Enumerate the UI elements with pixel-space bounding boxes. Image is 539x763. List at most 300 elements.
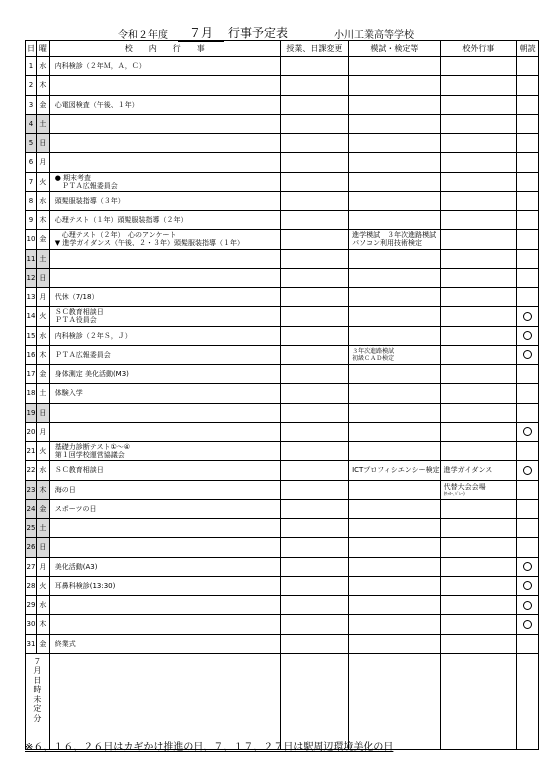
mock-exam-cell: [349, 114, 441, 133]
events-cell: [49, 634, 280, 653]
schedule-row: [26, 134, 539, 153]
events-line: 心理テスト（１年）頭髪服装指導（２年）: [54, 216, 188, 225]
day-cell: 21: [26, 442, 37, 461]
month-label: ７月: [178, 24, 224, 42]
reading-cell: [517, 249, 539, 268]
weekday-cell: 木: [36, 76, 49, 95]
schedule-row: [26, 76, 539, 95]
weekday-cell: 金: [36, 365, 49, 384]
events-line: 内科検診（２年Ｍ，Ａ，Ｃ）: [54, 62, 146, 71]
undetermined-char: ７: [33, 656, 42, 666]
external-cell: [440, 442, 517, 461]
events-line: ● 期末考査: [54, 173, 92, 182]
events-cell: [49, 538, 280, 557]
schedule-row: [26, 596, 539, 615]
class-change-cell: [280, 422, 348, 441]
weekday-cell: 金: [36, 634, 49, 653]
mock-exam-cell: [349, 345, 441, 364]
external-cell: [440, 230, 517, 249]
day-cell: 3: [26, 95, 37, 114]
day-cell: 25: [26, 519, 37, 538]
mock-exam-cell: [349, 499, 441, 518]
day-cell: 19: [26, 403, 37, 422]
undetermined-mock: [349, 653, 441, 749]
events-cell: [49, 557, 280, 576]
events-line: ＳＣ教育相談日: [54, 308, 104, 317]
day-cell: 2: [26, 76, 37, 95]
weekday-cell: 火: [36, 576, 49, 595]
external-cell: [440, 480, 517, 499]
col-class-change: 授業、日課変更: [280, 41, 348, 57]
day-cell: 7: [26, 172, 37, 191]
day-cell: 28: [26, 576, 37, 595]
reading-cell: [517, 307, 539, 326]
schedule-row: [26, 230, 539, 249]
weekday-cell: 月: [36, 422, 49, 441]
events-cell: [49, 57, 280, 76]
col-mock-exam: 模試・検定等: [349, 41, 441, 57]
undetermined-label: [26, 653, 50, 749]
events-line: ▼ 進学ガイダンス（午後、２・３年）頭髪服装指導（１年）: [54, 239, 244, 248]
mock-exam-cell: [349, 307, 441, 326]
events-cell: [49, 153, 280, 172]
class-change-cell: [280, 268, 348, 287]
weekday-cell: 金: [36, 499, 49, 518]
weekday-cell: 木: [36, 211, 49, 230]
circle-mark-icon: [523, 562, 532, 571]
events-line: 代休（7/18）: [54, 293, 99, 302]
external-cell: [440, 596, 517, 615]
col-reading: 朝読: [517, 41, 539, 57]
undetermined-char: 時: [33, 685, 42, 695]
reading-cell: [517, 576, 539, 595]
day-cell: 4: [26, 114, 37, 133]
reading-cell: [517, 288, 539, 307]
undetermined-char: 日: [33, 675, 42, 685]
reading-cell: [517, 114, 539, 133]
events-cell: [49, 76, 280, 95]
weekday-cell: 土: [36, 384, 49, 403]
schedule-row: [26, 480, 539, 499]
events-line: 身体測定 美化活動(M3): [54, 370, 129, 379]
undetermined-char: 月: [33, 666, 42, 676]
mock-exam-cell: [349, 57, 441, 76]
events-line: 第１回学校運営協議会: [54, 451, 125, 460]
events-cell: [49, 211, 280, 230]
reading-cell: [517, 538, 539, 557]
external-cell: [440, 615, 517, 634]
mock-exam-cell: [349, 615, 441, 634]
schedule-row: [26, 384, 539, 403]
mock-exam-cell: [349, 95, 441, 114]
external-cell: [440, 191, 517, 210]
reading-cell: [517, 384, 539, 403]
weekday-cell: 木: [36, 480, 49, 499]
reading-cell: [517, 153, 539, 172]
mock-exam-cell: [349, 422, 441, 441]
class-change-cell: [280, 576, 348, 595]
undetermined-external: [440, 653, 517, 749]
class-change-cell: [280, 191, 348, 210]
reading-cell: [517, 95, 539, 114]
weekday-cell: 土: [36, 519, 49, 538]
class-change-cell: [280, 95, 348, 114]
undetermined-events: [49, 653, 280, 749]
events-cell: [49, 249, 280, 268]
reading-cell: [517, 596, 539, 615]
weekday-cell: 土: [36, 249, 49, 268]
mock-exam-cell: [349, 596, 441, 615]
fiscal-year: 令和２年度: [118, 30, 168, 41]
class-change-cell: [280, 345, 348, 364]
events-line: 美化活動(A3): [54, 562, 98, 571]
day-cell: 31: [26, 634, 37, 653]
schedule-row: [26, 249, 539, 268]
schedule-row: [26, 615, 539, 634]
weekday-cell: 金: [36, 95, 49, 114]
external-cell: [440, 461, 517, 480]
external-cell: [440, 634, 517, 653]
circle-mark-icon: [523, 466, 532, 475]
events-line: 耳鼻科検診(13:30): [54, 581, 116, 590]
undetermined-reading: [517, 653, 539, 749]
events-cell: [49, 288, 280, 307]
reading-cell: [517, 634, 539, 653]
weekday-cell: 水: [36, 326, 49, 345]
external-cell: [440, 153, 517, 172]
schedule-row: [26, 576, 539, 595]
external-cell: [440, 211, 517, 230]
day-cell: 17: [26, 365, 37, 384]
events-cell: [49, 134, 280, 153]
weekday-cell: 日: [36, 268, 49, 287]
class-change-cell: [280, 153, 348, 172]
day-cell: 27: [26, 557, 37, 576]
mock-exam-cell: [349, 634, 441, 653]
schedule-row: [26, 634, 539, 653]
weekday-cell: 日: [36, 403, 49, 422]
schedule-row: [26, 326, 539, 345]
reading-cell: [517, 557, 539, 576]
events-line: 頭髪服装指導（３年）: [54, 196, 125, 205]
mock-exam-cell: [349, 134, 441, 153]
day-cell: 8: [26, 191, 37, 210]
reading-cell: [517, 268, 539, 287]
class-change-cell: [280, 615, 348, 634]
external-cell: [440, 519, 517, 538]
class-change-cell: [280, 499, 348, 518]
mock-exam-cell: [349, 191, 441, 210]
weekday-cell: 木: [36, 615, 49, 634]
schedule-row: [26, 211, 539, 230]
external-cell: [440, 268, 517, 287]
class-change-cell: [280, 384, 348, 403]
weekday-cell: 水: [36, 57, 49, 76]
reading-cell: [517, 519, 539, 538]
undetermined-class-change: [280, 653, 348, 749]
day-cell: 14: [26, 307, 37, 326]
events-line: 心電図検査（午後、１年）: [54, 100, 139, 109]
col-external: 校外行事: [440, 41, 517, 57]
undetermined-char: 分: [33, 713, 42, 723]
events-cell: [49, 461, 280, 480]
undetermined-row: [26, 653, 539, 749]
reading-cell: [517, 461, 539, 480]
external-cell: [440, 345, 517, 364]
events-cell: [49, 345, 280, 364]
class-change-cell: [280, 307, 348, 326]
mock-exam-cell: [349, 153, 441, 172]
events-cell: [49, 596, 280, 615]
day-cell: 24: [26, 499, 37, 518]
events-line: スポーツの日: [54, 504, 97, 513]
weekday-cell: 火: [36, 172, 49, 191]
day-cell: 29: [26, 596, 37, 615]
events-cell: [49, 615, 280, 634]
day-cell: 9: [26, 211, 37, 230]
external-cell: [440, 57, 517, 76]
mock-exam-cell: [349, 230, 441, 249]
events-cell: [49, 403, 280, 422]
external-cell: [440, 403, 517, 422]
mock-exam-cell: [349, 480, 441, 499]
day-cell: 5: [26, 134, 37, 153]
document-header: [0, 24, 539, 40]
mock-exam-cell: [349, 288, 441, 307]
schedule-row: [26, 191, 539, 210]
class-change-cell: [280, 76, 348, 95]
day-cell: 20: [26, 422, 37, 441]
events-cell: [49, 307, 280, 326]
schedule-row: [26, 345, 539, 364]
schedule-row: [26, 499, 539, 518]
reading-cell: [517, 211, 539, 230]
class-change-cell: [280, 172, 348, 191]
events-cell: [49, 114, 280, 133]
circle-mark-icon: [523, 601, 532, 610]
day-cell: 1: [26, 57, 37, 76]
mock-exam-cell: [349, 442, 441, 461]
class-change-cell: [280, 461, 348, 480]
reading-cell: [517, 499, 539, 518]
class-change-cell: [280, 230, 348, 249]
events-cell: [49, 230, 280, 249]
undetermined-char: 未: [33, 694, 42, 704]
class-change-cell: [280, 538, 348, 557]
reading-cell: [517, 480, 539, 499]
mock-line: パソコン利用技術検定: [352, 239, 422, 248]
events-line: 基礎力診断テスト①～④: [54, 443, 130, 452]
weekday-cell: 水: [36, 461, 49, 480]
schedule-row: [26, 288, 539, 307]
day-cell: 15: [26, 326, 37, 345]
weekday-cell: 木: [36, 345, 49, 364]
reading-cell: [517, 191, 539, 210]
mock-line: 進学模試 ３年次進路模試: [352, 231, 437, 240]
external-cell: [440, 172, 517, 191]
school-name: 小川工業高等学校: [334, 30, 414, 41]
weekday-cell: 月: [36, 288, 49, 307]
events-cell: [49, 480, 280, 499]
class-change-cell: [280, 596, 348, 615]
weekday-cell: 金: [36, 230, 49, 249]
weekday-cell: 月: [36, 153, 49, 172]
mock-exam-cell: [349, 172, 441, 191]
events-cell: [49, 326, 280, 345]
reading-cell: [517, 230, 539, 249]
external-line: (ｻｯｶｰ､ﾊﾞﾚｰ): [443, 491, 465, 497]
class-change-cell: [280, 557, 348, 576]
external-cell: [440, 249, 517, 268]
external-cell: [440, 95, 517, 114]
mock-exam-cell: [349, 211, 441, 230]
reading-cell: [517, 403, 539, 422]
events-cell: [49, 172, 280, 191]
external-cell: [440, 114, 517, 133]
schedule-row: [26, 519, 539, 538]
mock-exam-cell: [349, 576, 441, 595]
class-change-cell: [280, 480, 348, 499]
reading-cell: [517, 422, 539, 441]
page-title: 行事予定表: [228, 26, 289, 40]
weekday-cell: 日: [36, 538, 49, 557]
col-events: 校 内 行 事: [49, 41, 280, 57]
reading-cell: [517, 326, 539, 345]
mock-exam-cell: [349, 557, 441, 576]
events-line: ＰＴＡ広報委員会: [54, 350, 111, 359]
col-dow: 曜: [36, 41, 49, 57]
mock-exam-cell: [349, 538, 441, 557]
class-change-cell: [280, 114, 348, 133]
day-cell: 11: [26, 249, 37, 268]
events-cell: [49, 95, 280, 114]
day-cell: 23: [26, 480, 37, 499]
events-cell: [49, 422, 280, 441]
schedule-row: [26, 95, 539, 114]
events-cell: [49, 576, 280, 595]
schedule-row: [26, 172, 539, 191]
circle-mark-icon: [523, 312, 532, 321]
schedule-row: [26, 461, 539, 480]
weekday-cell: 水: [36, 191, 49, 210]
reading-cell: [517, 172, 539, 191]
events-line: ＰＴＡ広報委員会: [54, 181, 118, 190]
day-cell: 10: [26, 230, 37, 249]
circle-mark-icon: [523, 581, 532, 590]
events-cell: [49, 268, 280, 287]
external-cell: [440, 576, 517, 595]
external-cell: [440, 288, 517, 307]
events-line: 内科検診（２年Ｓ，Ｊ）: [54, 331, 132, 340]
mock-exam-cell: [349, 249, 441, 268]
weekday-cell: 土: [36, 114, 49, 133]
external-cell: [440, 384, 517, 403]
mock-line: 初級ＣＡＤ検定: [352, 354, 395, 362]
external-cell: [440, 76, 517, 95]
schedule-row: [26, 268, 539, 287]
class-change-cell: [280, 134, 348, 153]
col-day: 日: [26, 41, 37, 57]
reading-cell: [517, 442, 539, 461]
day-cell: 22: [26, 461, 37, 480]
class-change-cell: [280, 249, 348, 268]
weekday-cell: 月: [36, 557, 49, 576]
events-line: 海の日: [54, 485, 76, 494]
reading-cell: [517, 57, 539, 76]
schedule-row: [26, 57, 539, 76]
table-header-row: [26, 41, 539, 57]
class-change-cell: [280, 403, 348, 422]
external-cell: [440, 422, 517, 441]
mock-line: ICTプロフィシエンシー検定: [352, 466, 440, 475]
day-cell: 16: [26, 345, 37, 364]
external-cell: [440, 326, 517, 345]
weekday-cell: 火: [36, 307, 49, 326]
circle-mark-icon: [523, 620, 532, 629]
schedule-row: [26, 365, 539, 384]
events-line: ＰＴＡ役員会: [54, 316, 97, 325]
external-cell: [440, 557, 517, 576]
weekday-cell: 水: [36, 596, 49, 615]
day-cell: 30: [26, 615, 37, 634]
external-line: 進学ガイダンス: [443, 466, 493, 475]
events-line: ＳＣ教育相談日: [54, 466, 104, 475]
events-cell: [49, 365, 280, 384]
schedule-row: [26, 114, 539, 133]
events-cell: [49, 442, 280, 461]
mock-exam-cell: [349, 76, 441, 95]
events-line: 心理テスト（２年） 心のアンケート: [54, 231, 177, 240]
class-change-cell: [280, 57, 348, 76]
external-cell: [440, 538, 517, 557]
events-cell: [49, 499, 280, 518]
external-cell: [440, 134, 517, 153]
circle-mark-icon: [523, 427, 532, 436]
circle-mark-icon: [523, 350, 532, 359]
mock-exam-cell: [349, 403, 441, 422]
day-cell: 6: [26, 153, 37, 172]
external-cell: [440, 499, 517, 518]
day-cell: 18: [26, 384, 37, 403]
mock-exam-cell: [349, 384, 441, 403]
class-change-cell: [280, 288, 348, 307]
mock-exam-cell: [349, 326, 441, 345]
reading-cell: [517, 365, 539, 384]
day-cell: 26: [26, 538, 37, 557]
day-cell: 13: [26, 288, 37, 307]
schedule-row: [26, 557, 539, 576]
events-line: 体験入学: [54, 389, 83, 398]
mock-exam-cell: [349, 519, 441, 538]
external-line: 代替大会会場: [443, 483, 486, 492]
circle-mark-icon: [523, 331, 532, 340]
reading-cell: [517, 76, 539, 95]
external-cell: [440, 365, 517, 384]
events-cell: [49, 519, 280, 538]
events-cell: [49, 384, 280, 403]
weekday-cell: 日: [36, 134, 49, 153]
schedule-row: [26, 422, 539, 441]
mock-exam-cell: [349, 268, 441, 287]
events-line: 終業式: [54, 639, 76, 648]
day-cell: 12: [26, 268, 37, 287]
class-change-cell: [280, 634, 348, 653]
schedule-row: [26, 153, 539, 172]
schedule-row: [26, 403, 539, 422]
mock-exam-cell: [349, 365, 441, 384]
reading-cell: [517, 615, 539, 634]
class-change-cell: [280, 519, 348, 538]
